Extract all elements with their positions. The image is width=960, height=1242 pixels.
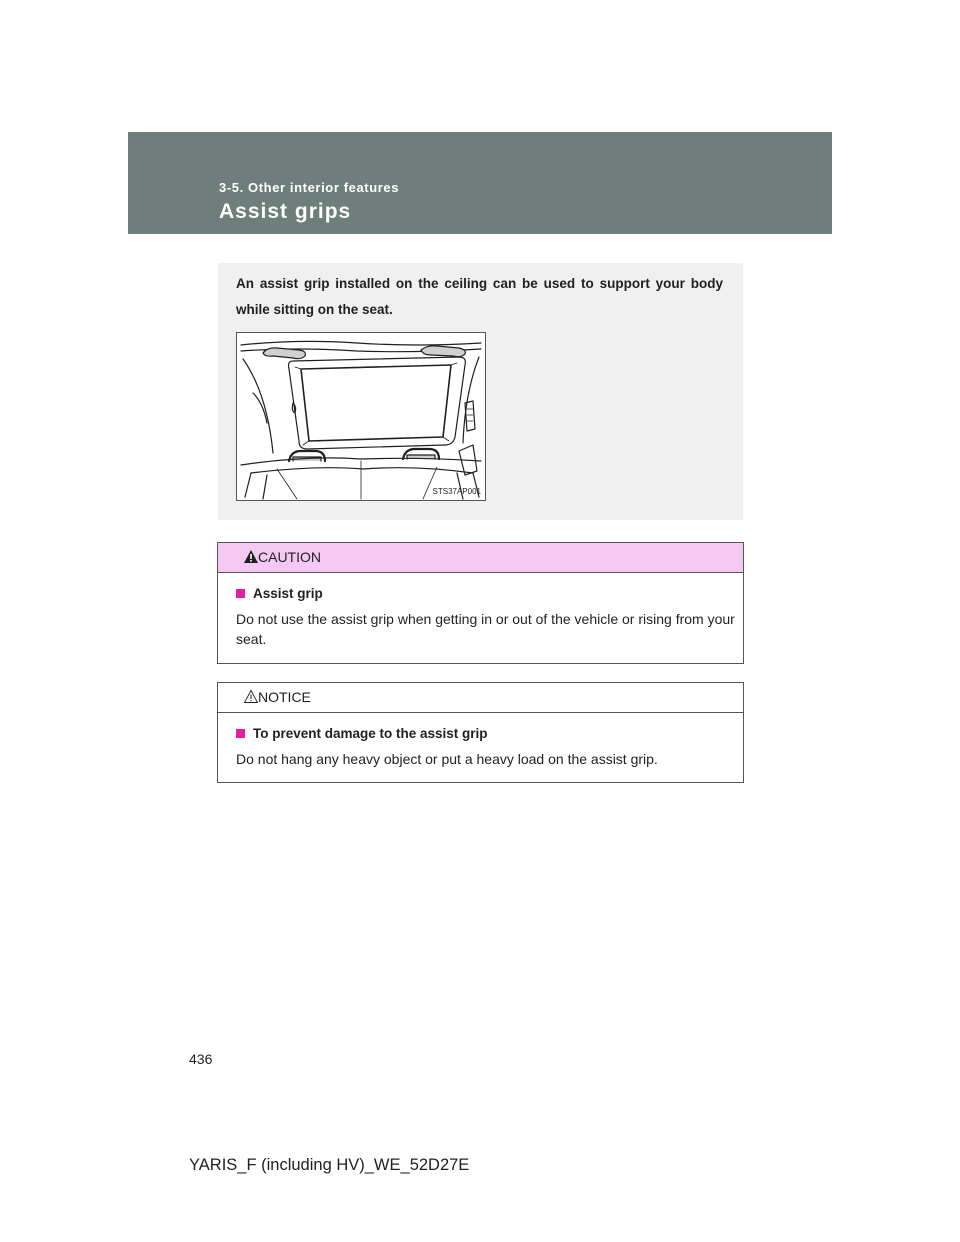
caution-item-title <box>236 585 735 603</box>
bullet-square-icon <box>236 729 245 738</box>
section-header <box>128 132 832 234</box>
notice-body <box>218 713 743 783</box>
intro-text: An assist grip installed on the ceiling can be used to support your body while sitting on the seat. <box>236 276 723 317</box>
caution-box <box>217 542 744 664</box>
caution-item-title-text: Assist grip <box>253 586 323 601</box>
assist-grip-illustration <box>236 332 486 501</box>
notice-box <box>217 682 744 783</box>
notice-item-title <box>236 725 735 743</box>
page-title: Assist grips <box>219 200 352 223</box>
page-number: 436 <box>189 1051 213 1067</box>
section-label: 3-5. Other interior features <box>219 180 400 195</box>
warning-triangle-outline-icon <box>243 689 259 704</box>
intro-box <box>218 263 743 520</box>
caution-title: CAUTION <box>258 549 321 565</box>
ceiling-illustration <box>237 333 485 500</box>
caution-item-text: Do not use the assist grip when getting in or out of the vehicle or rising from your seat. <box>236 611 735 647</box>
notice-item-text: Do not hang any heavy object or put a heavy load on the assist grip. <box>236 751 658 767</box>
figure-id: STS37AP001 <box>432 487 481 496</box>
warning-triangle-icon <box>243 549 259 564</box>
notice-title: NOTICE <box>258 689 311 705</box>
caution-body <box>218 573 743 663</box>
caution-header <box>218 543 743 573</box>
notice-header <box>218 683 743 713</box>
notice-item-title-text: To prevent damage to the assist grip <box>253 726 488 741</box>
bullet-square-icon <box>236 589 245 598</box>
footer-doc-id: YARIS_F (including HV)_WE_52D27E <box>189 1156 470 1174</box>
